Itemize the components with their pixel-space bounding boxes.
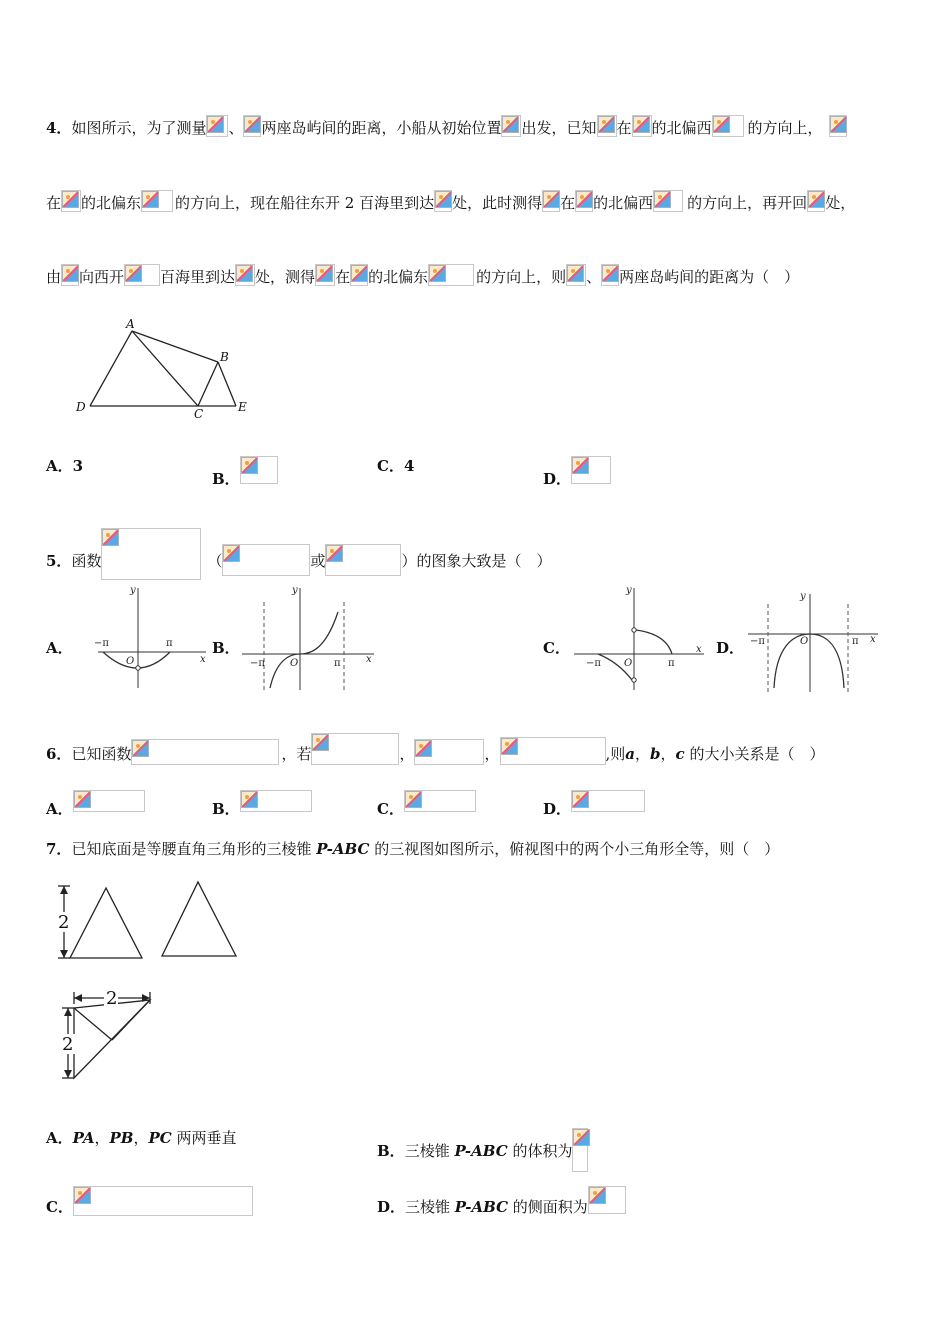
q5-stem: 5．函数 （ 或 ）的图象大致是（ ） (46, 528, 552, 580)
broken-image-icon (543, 191, 560, 208)
broken-image-icon (62, 191, 79, 208)
broken-image-icon (567, 265, 584, 282)
q5-graph-c (570, 582, 710, 694)
formula-image (829, 115, 847, 137)
formula-image (653, 190, 683, 212)
formula-image (807, 190, 825, 212)
formula-image (350, 264, 368, 286)
svg-text:y: y (292, 585, 298, 596)
formula-image (325, 544, 401, 576)
q5-graph-d (744, 588, 884, 696)
broken-image-icon (415, 740, 432, 757)
broken-image-icon (405, 791, 422, 808)
q4-line-1: 4．如图所示，为了测量 、 两座岛屿间的距离，小船从初始位置 出发，已知 在 的北偏西 的方向上， (46, 115, 847, 138)
broken-image-icon (241, 457, 258, 474)
broken-image-icon (132, 740, 149, 757)
broken-image-icon (207, 116, 224, 133)
q4-option-b[interactable]: B． (212, 456, 278, 489)
svg-text:O: O (624, 658, 633, 669)
svg-text:−π: −π (250, 658, 265, 669)
formula-image (61, 264, 79, 286)
broken-image-icon (598, 116, 615, 133)
formula-image (500, 737, 606, 765)
formula-image (571, 456, 611, 484)
q4-figure (74, 314, 254, 424)
broken-image-icon (589, 1187, 606, 1204)
formula-image (566, 264, 586, 286)
svg-text:π: π (334, 658, 341, 669)
svg-text:−π: −π (586, 658, 601, 669)
fig-label-e: E (238, 400, 247, 414)
fig-label-c: C (194, 407, 204, 421)
formula-image (434, 190, 452, 212)
formula-image (311, 733, 399, 765)
svg-text:O: O (126, 656, 135, 667)
q6-option-c[interactable]: C． (377, 790, 476, 819)
formula-image (571, 790, 645, 812)
svg-text:π: π (852, 636, 859, 647)
broken-image-icon (244, 116, 261, 133)
broken-image-icon (501, 738, 518, 755)
broken-image-icon (326, 545, 343, 562)
broken-image-icon (654, 191, 671, 208)
formula-image (73, 1186, 253, 1216)
broken-image-icon (576, 191, 593, 208)
broken-image-icon (102, 529, 119, 546)
q6-option-d[interactable]: D． (543, 790, 645, 819)
broken-image-icon (74, 791, 91, 808)
q5-graph-a (72, 582, 212, 692)
formula-image (404, 790, 476, 812)
fig-label-d: D (76, 400, 86, 414)
formula-image (124, 264, 160, 286)
q4-number: 4． (46, 119, 72, 137)
broken-image-icon (236, 265, 253, 282)
dim-label: 2 (58, 912, 70, 933)
formula-image (101, 528, 201, 580)
q6-stem: 6．已知函数 ，若 ， ， ,则a，b，c 的大小关系是（ ） (46, 733, 824, 765)
q6-option-a[interactable]: A． (46, 790, 145, 819)
broken-image-icon (62, 265, 79, 282)
q6-number: 6． (46, 745, 72, 763)
q4-option-d[interactable]: D． (543, 456, 611, 489)
dim-label: 2 (106, 988, 118, 1009)
formula-image (575, 190, 593, 212)
formula-image (632, 115, 652, 137)
svg-text:y: y (130, 585, 136, 596)
formula-image (572, 1128, 588, 1172)
formula-image (712, 115, 744, 137)
formula-image (428, 264, 474, 286)
svg-text:O: O (290, 658, 299, 669)
q5-option-c[interactable]: C． (543, 639, 570, 657)
q7-option-a[interactable]: A．PA，PB，PC 两两垂直 (46, 1129, 237, 1147)
svg-text:π: π (166, 638, 173, 649)
broken-image-icon (142, 191, 159, 208)
q4-line-3: 由 向西开 百海里到达 处，测得 在 的北偏东 的方向上，则 、 两座岛屿间的距离为（ ） (46, 264, 799, 287)
broken-image-icon (125, 265, 142, 282)
q4-option-a[interactable]: A．3 (46, 457, 84, 475)
formula-image (141, 190, 173, 212)
broken-image-icon (633, 116, 650, 133)
broken-image-icon (223, 545, 240, 562)
q5-graph-b (240, 582, 380, 694)
broken-image-icon (312, 734, 329, 751)
q5-number: 5． (46, 552, 72, 570)
svg-text:y: y (800, 591, 806, 602)
q5-option-d[interactable]: D． (716, 639, 745, 657)
svg-text:x: x (200, 654, 206, 665)
formula-image (240, 456, 278, 484)
svg-text:−π: −π (94, 638, 109, 649)
broken-image-icon (808, 191, 825, 208)
q4-line-2: 在 的北偏东 的方向上，现在船往东开 2 百海里到达 处，此时测得 在 的北偏西 的方向上，再开回 处， (46, 190, 855, 213)
broken-image-icon (351, 265, 368, 282)
fig-label-b: B (220, 350, 229, 364)
svg-text:x: x (870, 634, 876, 645)
formula-image (542, 190, 560, 212)
q7-three-view-figure (54, 878, 254, 1084)
formula-image (61, 190, 81, 212)
svg-text:x: x (366, 654, 372, 665)
broken-image-icon (316, 265, 333, 282)
formula-image (501, 115, 521, 137)
formula-image (597, 115, 617, 137)
formula-image (131, 739, 279, 765)
formula-image (222, 544, 310, 576)
svg-text:π: π (668, 658, 675, 669)
q7-option-c[interactable]: C． (46, 1186, 253, 1217)
formula-image (206, 115, 228, 137)
formula-image (414, 739, 484, 765)
q7-option-b[interactable]: B．三棱锥 P-ABC 的体积为 (377, 1128, 588, 1172)
svg-text:y: y (626, 585, 632, 596)
broken-image-icon (435, 191, 452, 208)
broken-image-icon (573, 1129, 590, 1146)
q6-option-b[interactable]: B． (212, 790, 312, 819)
formula-image (315, 264, 335, 286)
broken-image-icon (572, 791, 589, 808)
broken-image-icon (602, 265, 619, 282)
broken-image-icon (830, 116, 847, 133)
formula-image (235, 264, 255, 286)
broken-image-icon (74, 1187, 91, 1204)
svg-text:O: O (800, 636, 809, 647)
formula-image (243, 115, 261, 137)
dim-label: 2 (62, 1034, 74, 1055)
q5-option-a[interactable]: A． (46, 639, 73, 657)
q7-option-d[interactable]: D．三棱锥 P-ABC 的侧面积为 (377, 1186, 626, 1217)
q5-option-b[interactable]: B． (212, 639, 240, 657)
formula-image (601, 264, 619, 286)
formula-image (588, 1186, 626, 1214)
formula-image (240, 790, 312, 812)
q7-number: 7． (46, 840, 72, 858)
broken-image-icon (429, 265, 446, 282)
broken-image-icon (572, 457, 589, 474)
broken-image-icon (502, 116, 519, 133)
broken-image-icon (713, 116, 730, 133)
svg-text:−π: −π (750, 636, 765, 647)
q4-option-c[interactable]: C．4 (377, 457, 415, 475)
q7-stem: 7．已知底面是等腰直角三角形的三棱锥 P-ABC 的三视图如图所示，俯视图中的两个小三角形全等，则（ ） (46, 840, 780, 858)
svg-text:x: x (696, 644, 702, 655)
fig-label-a: A (126, 317, 135, 331)
formula-image (73, 790, 145, 812)
broken-image-icon (241, 791, 258, 808)
